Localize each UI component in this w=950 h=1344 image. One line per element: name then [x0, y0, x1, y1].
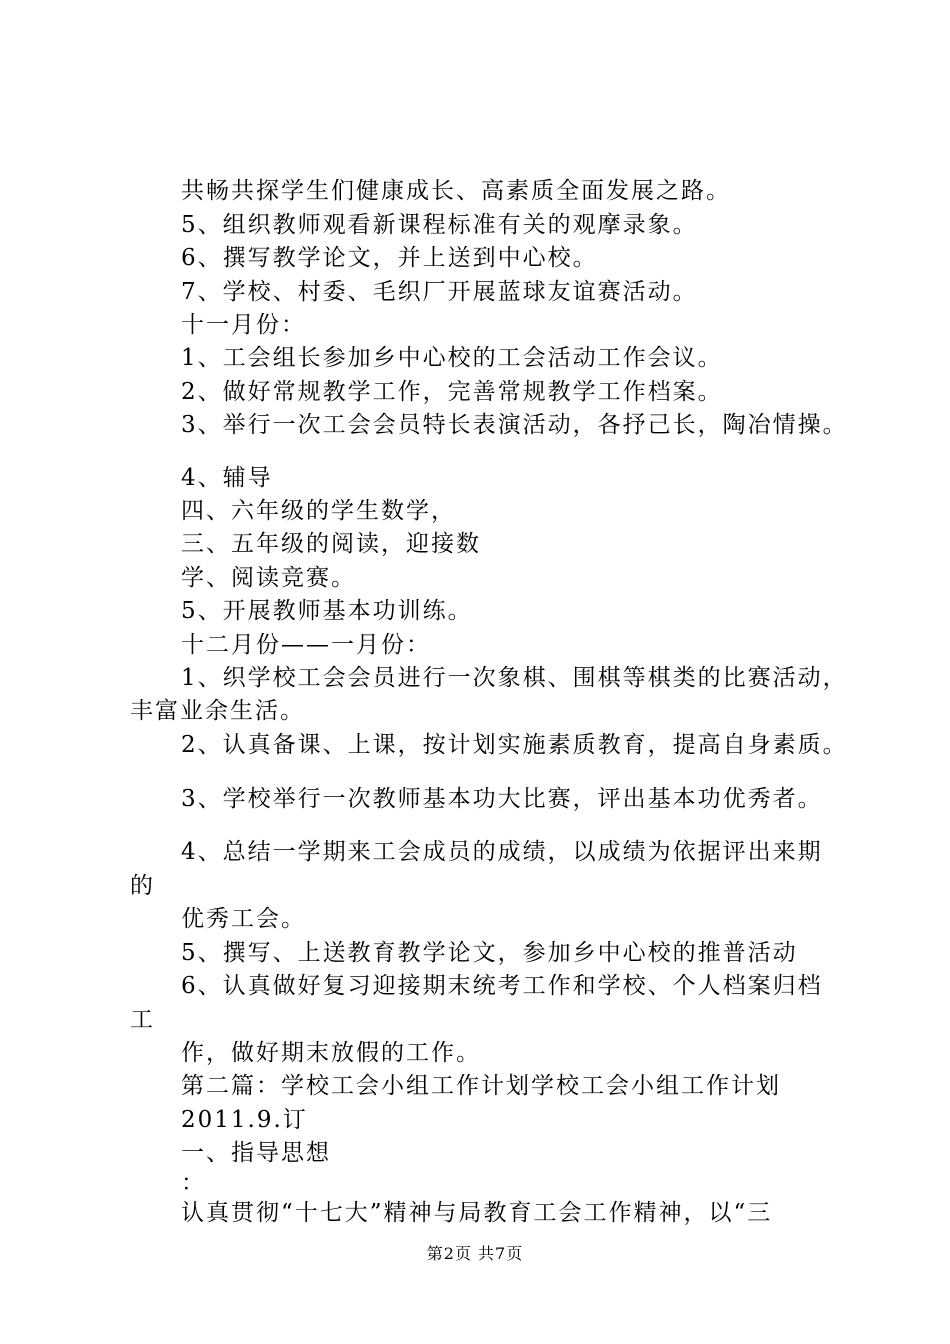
- text-line: 1、工会组长参加乡中心校的工会活动工作会议。: [181, 345, 723, 371]
- text-line: 学、阅读竞赛。: [181, 565, 356, 591]
- text-line: 十一月份：: [181, 312, 306, 338]
- text-line: 四、六年级的学生数学，: [181, 498, 456, 524]
- text-line: 2011.9.订: [181, 1107, 308, 1133]
- text-line: ：: [181, 1170, 206, 1196]
- text-line: 认真贯彻“十七大”精神与局教育工会工作精神，以“三: [181, 1200, 773, 1226]
- text-line: 的: [130, 873, 155, 899]
- page-footer: 第2页 共7页: [426, 1244, 524, 1263]
- text-line: 5、开展教师基本功训练。: [181, 598, 473, 624]
- text-line: 丰富业余生活。: [130, 698, 305, 724]
- text-line: 2、认真备课、上课，按计划实施素质教育，提高自身素质。: [181, 732, 848, 758]
- text-line: 6、认真做好复习迎接期末统考工作和学校、个人档案归档: [181, 973, 823, 999]
- text-line: 十二月份——一月份：: [181, 632, 431, 658]
- text-line: 作，做好期末放假的工作。: [181, 1040, 481, 1066]
- text-line: 5、组织教师观看新课程标准有关的观摩录象。: [181, 212, 698, 238]
- text-line: 4、辅导: [181, 465, 273, 491]
- text-line: 一、指导思想: [181, 1140, 331, 1166]
- text-line: 工: [130, 1007, 155, 1033]
- text-line: 优秀工会。: [181, 906, 306, 932]
- text-line: 3、学校举行一次教师基本功大比赛，评出基本功优秀者。: [181, 786, 823, 812]
- text-line: 1、织学校工会会员进行一次象棋、围棋等棋类的比赛活动，: [181, 665, 848, 691]
- text-line: 2、做好常规教学工作，完善常规教学工作档案。: [181, 379, 723, 405]
- text-line: 4、总结一学期来工会成员的成绩，以成绩为依据评出来期: [181, 839, 823, 865]
- text-line: 6、撰写教学论文，并上送到中心校。: [181, 245, 598, 271]
- text-line: 第二篇：学校工会小组工作计划学校工会小组工作计划: [181, 1073, 781, 1099]
- text-line: 3、举行一次工会会员特长表演活动，各抒己长，陶冶情操。: [181, 412, 848, 438]
- text-line: 5、撰写、上送教育教学论文，参加乡中心校的推普活动: [181, 940, 798, 966]
- text-line: 7、学校、村委、毛织厂开展蓝球友谊赛活动。: [181, 279, 698, 305]
- text-line: 共畅共探学生们健康成长、高素质全面发展之路。: [181, 178, 731, 204]
- text-line: 三、五年级的阅读，迎接数: [181, 531, 481, 557]
